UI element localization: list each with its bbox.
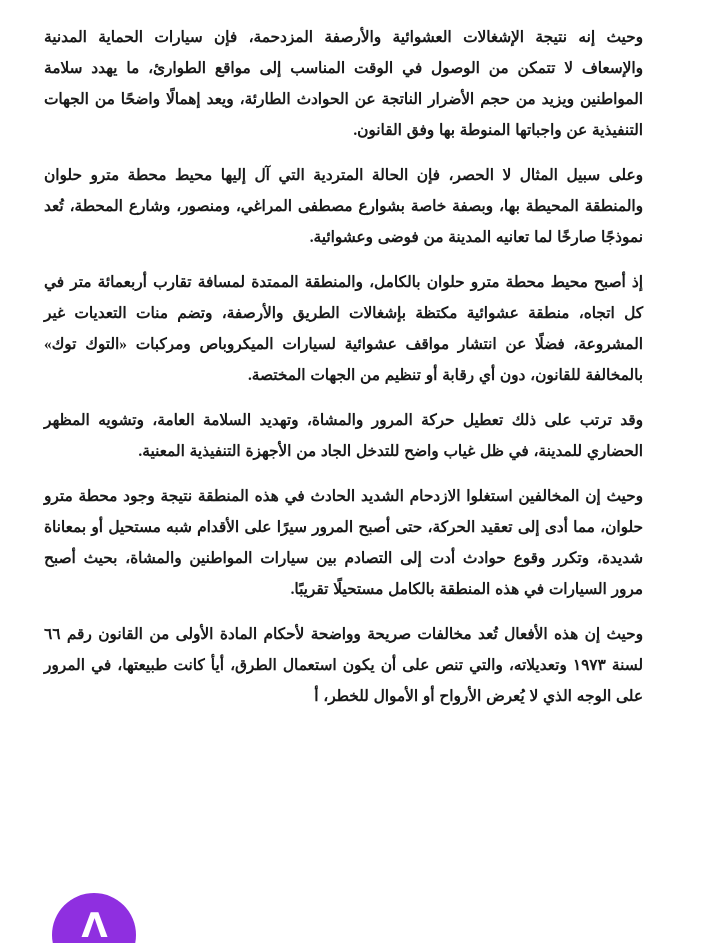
paragraph: وحيث إن هذه الأفعال تُعد مخالفات صريحة وواضحة لأحكام المادة الأولى من القانون رقم ٦٦ لسنة ١٩٧٣ وتعديلاته، والتي تنص على أن يكون استعمال الطرق، أيأ كانت طبيعتها، في المرور على الوجه الذي لا يُعرض الأرواح أو الأموال للخطر، أ <box>44 626 643 705</box>
document-text-body <box>44 22 643 712</box>
logo-glyph: Λ <box>81 906 107 943</box>
paragraph: وحيث إن المخالفين استغلوا الازدحام الشديد الحادث في هذه المنطقة نتيجة وجود محطة مترو حلوان، مما أدى إلى تعقيد الحركة، حتى أصبح المرور سيرًا على الأقدام شبه مستحيل أو بمعاناة شديدة، وتكرر وقوع حوادث أدت إلى التصادم بين سيارات المواطنين والمشاة، بحيث أصبح مرور السيارات في هذه المنطقة بالكامل مستحيلًا تقريبًا. <box>44 488 643 598</box>
logo-circle-icon <box>52 893 136 943</box>
paragraph: وقد ترتب على ذلك تعطيل حركة المرور والمشاة، وتهديد السلامة العامة، وتشويه المظهر الحضاري للمدينة، في ظل غياب واضح للتدخل الجاد من الأجهزة التنفيذية المعنية. <box>44 412 643 460</box>
paragraph: وحيث إنه نتيجة الإشغالات العشوائية والأرصفة المزدحمة، فإن سيارات الحماية المدنية والإسعاف لا تتمكن من الوصول في الوقت المناسب إلى مواقع الطوارئ، ما يهدد سلامة المواطنين ويزيد من حجم الأضرار الناتجة عن الحوادث الطارئة، ويعد إهمالًا واضحًا من الجهات التنفيذية عن واجباتها المنوطة بها وفق القانون. <box>44 29 643 139</box>
paragraph: وعلى سبيل المثال لا الحصر، فإن الحالة المتردية التي آل إليها محيط محطة مترو حلوان والمنطقة المحيطة بها، وبصفة خاصة بشوارع مصطفى المراغي، ومنصور، وشارع المحطة، تُعد نموذجًا صارخًا لما تعانيه المدينة من فوضى وعشوائية. <box>44 167 643 246</box>
paragraph: إذ أصبح محيط محطة مترو حلوان بالكامل، والمنطقة الممتدة لمسافة تقارب أربعمائة متر في كل اتجاه، منطقة عشوائية مكتظة بإشغالات الطريق والأرصفة، وتضم منات التعديات غير المشروعة، فضلًا عن انتشار مواقف عشوائية لسيارات الميكروباص ومركبات «التوك توك» بالمخالفة للقانون، دون أي رقابة أو تنظيم من الجهات المختصة. <box>44 274 643 384</box>
